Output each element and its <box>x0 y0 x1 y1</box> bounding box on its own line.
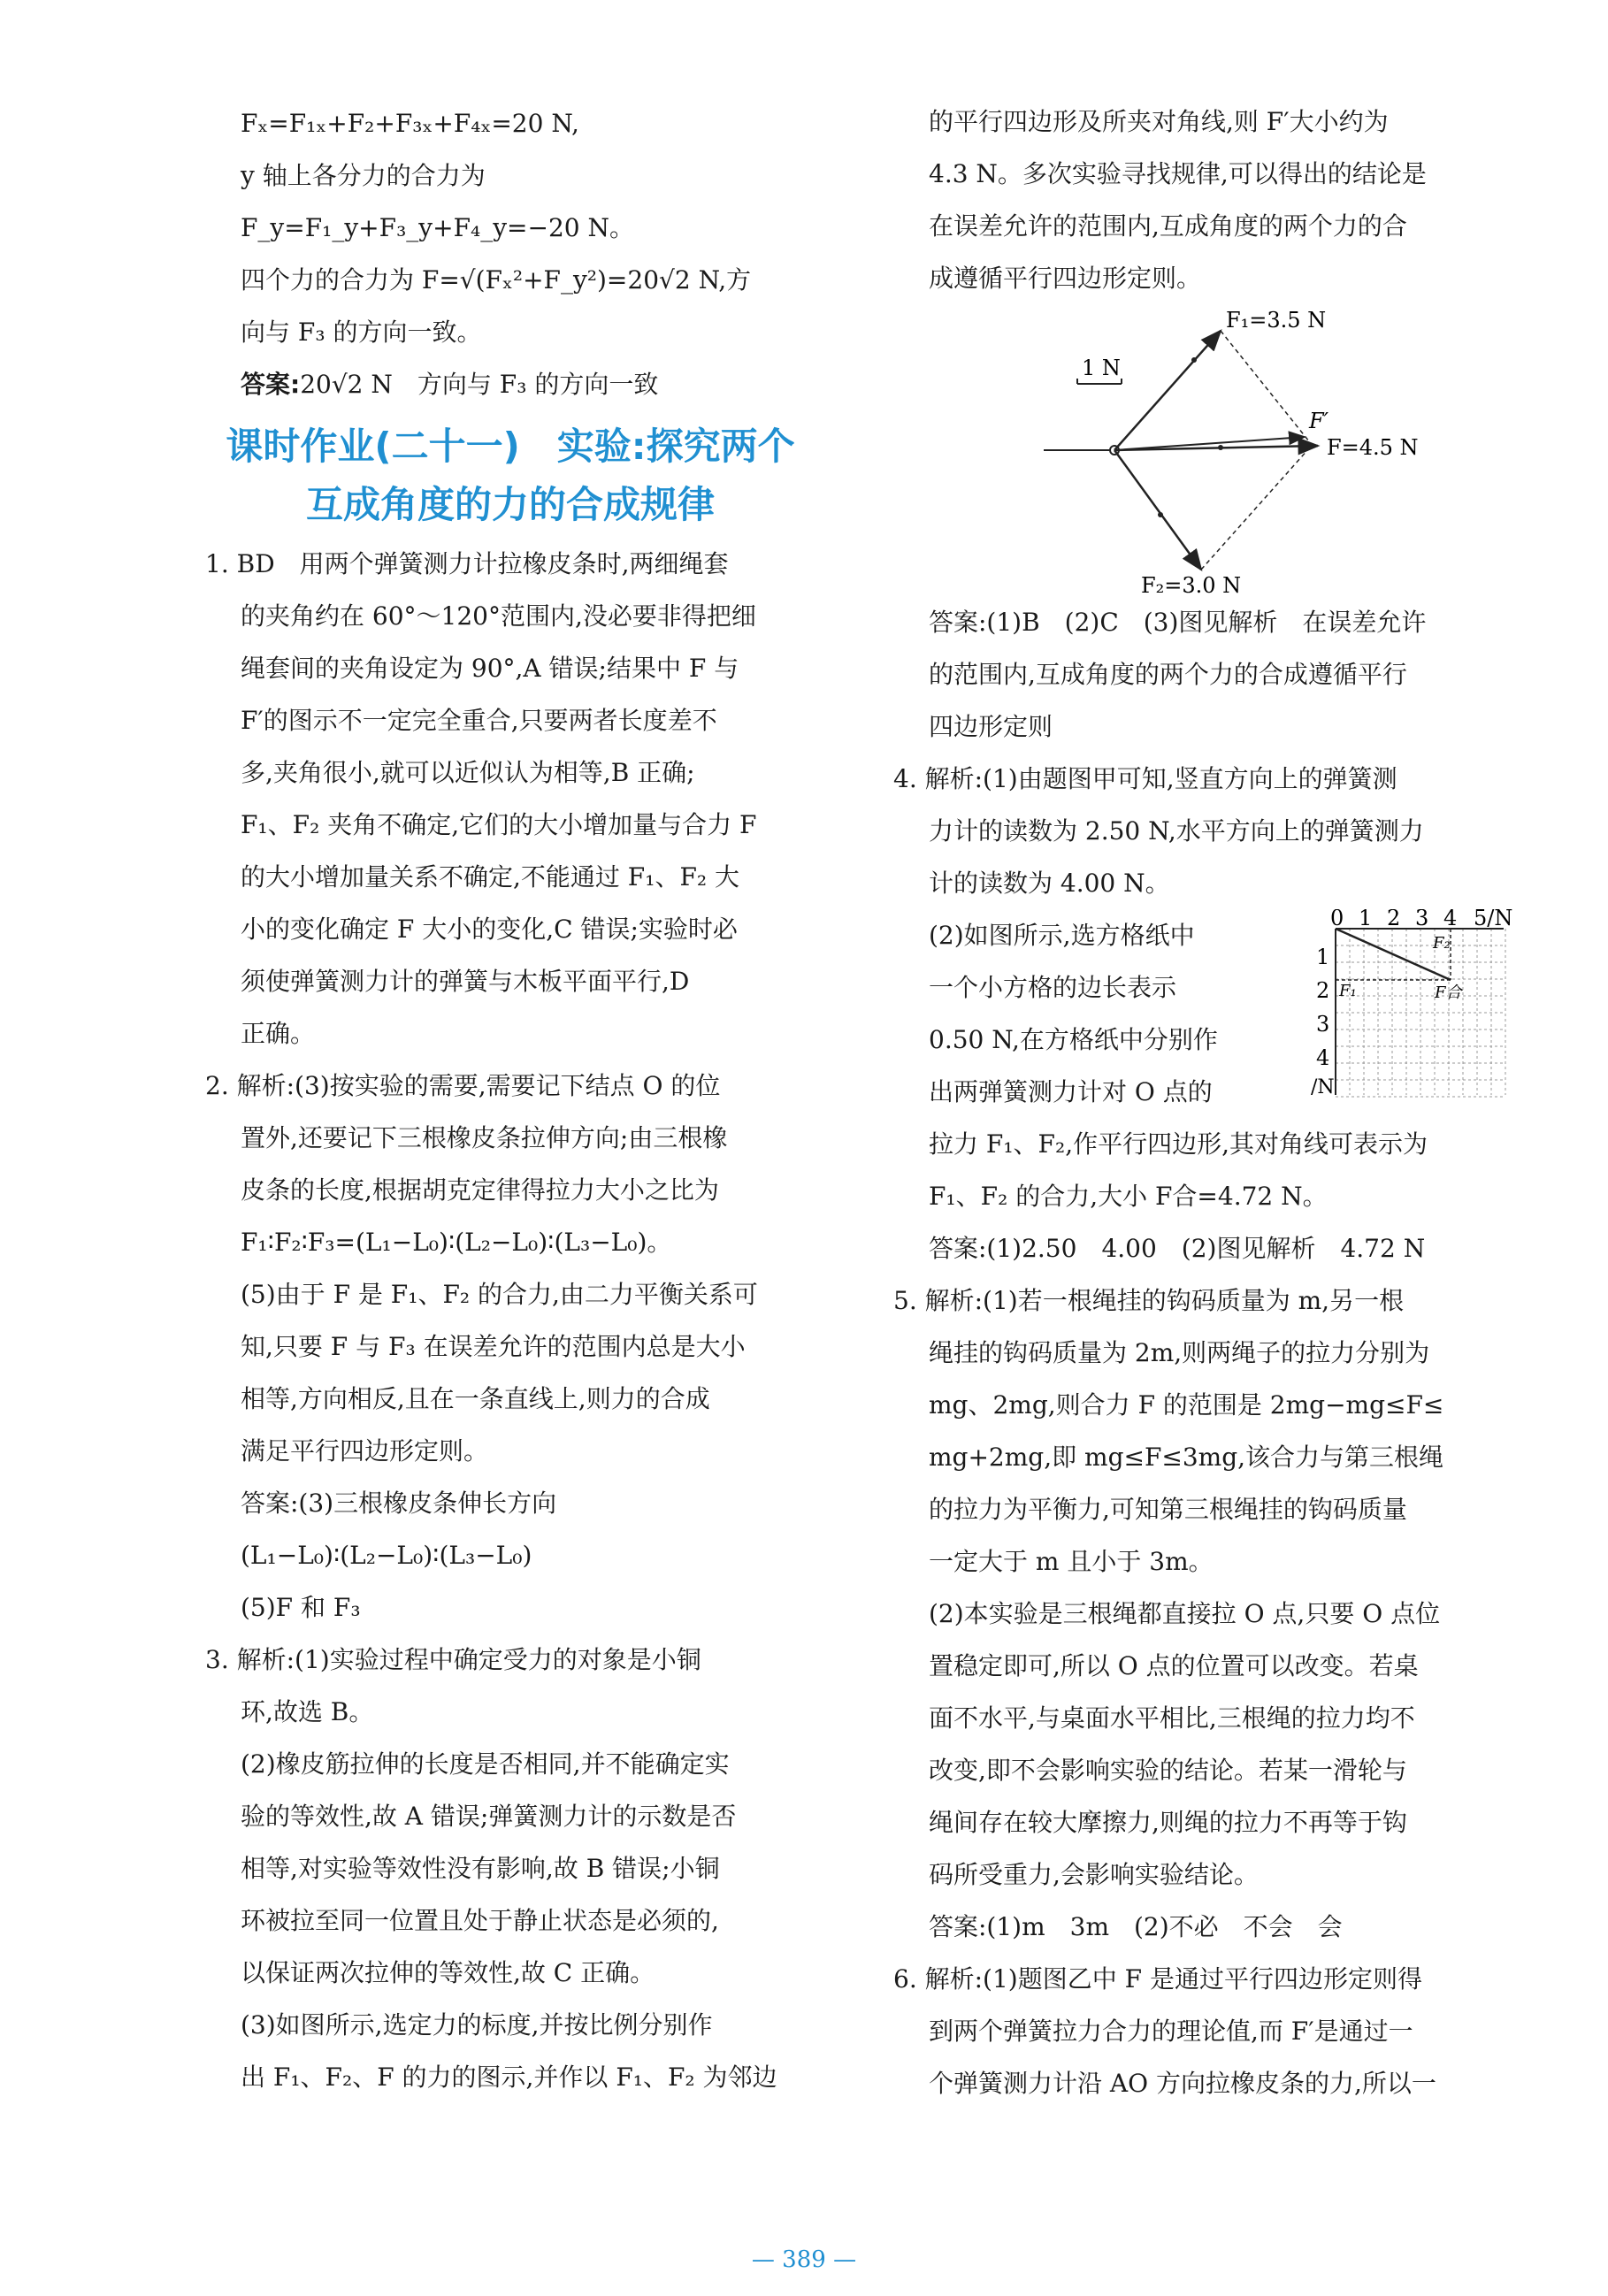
x-tick: 1 <box>1359 909 1373 930</box>
label-f1: F₁ <box>1339 982 1357 1000</box>
text-line: F′的图示不一定完全重合,只要两者长度差不 <box>241 706 717 735</box>
text-line: 0.50 N,在方格纸中分别作 <box>929 1025 1218 1054</box>
grid-figure <box>1300 909 1548 1121</box>
text-line: 绳挂的钩码质量为 2m,则两绳子的拉力分别为 <box>929 1338 1430 1367</box>
answer-line: 的范围内,互成角度的两个力的合成遵循平行 <box>929 660 1407 689</box>
x-tick: 4 <box>1443 909 1458 930</box>
question-1 <box>205 538 815 1060</box>
text-line: 在误差允许的范围内,互成角度的两个力的合 <box>929 211 1407 241</box>
answer-label: 答案: <box>241 370 301 399</box>
text-line: 皮条的长度,根据胡克定律得拉力大小之比为 <box>241 1175 719 1205</box>
text-line: F_y=F₁_y+F₃_y+F₄_y=−20 N。 <box>241 213 634 242</box>
text-line: 2. 解析:(3)按实验的需要,需要记下结点 O 的位 <box>205 1071 721 1100</box>
question-3 <box>205 1634 815 2103</box>
text-line: F₁、F₂ 的合力,大小 F合=4.72 N。 <box>929 1182 1328 1211</box>
text-line: 环被拉至同一位置且处于静止状态是必须的, <box>241 1906 719 1935</box>
text-line: 4.3 N。多次实验寻找规律,可以得出的结论是 <box>929 159 1427 188</box>
text-line: 环,故选 B。 <box>241 1697 374 1726</box>
text-line: 一个小方格的边长表示 <box>929 973 1177 1002</box>
scale-label: 1 N <box>1082 356 1121 380</box>
x-tick: 0 <box>1330 909 1344 930</box>
answer-line: 四边形定则 <box>929 712 1053 741</box>
x-tick: 3 <box>1415 909 1429 930</box>
label-f2: F₂ <box>1433 934 1451 953</box>
text-line: 验的等效性,故 A 错误;弹簧测力计的示数是否 <box>241 1802 737 1831</box>
text-line: 满足平行四边形定则。 <box>241 1436 489 1466</box>
force-diagram <box>929 304 1539 596</box>
text-line: 以保证两次拉伸的等效性,故 C 正确。 <box>241 1958 655 1987</box>
text-line: 的拉力为平衡力,可知第三根绳挂的钩码质量 <box>929 1495 1407 1524</box>
answer-line: 答案:(1)2.50 4.00 (2)图见解析 4.72 N <box>929 1234 1426 1263</box>
text-line: 置稳定即可,所以 O 点的位置可以改变。若桌 <box>929 1651 1419 1680</box>
answer-line: 答案:(1)B (2)C (3)图见解析 在误差允许 <box>929 608 1427 637</box>
text-line: 绳套间的夹角设定为 90°,A 错误;结果中 F 与 <box>241 654 739 683</box>
arrow-f1 <box>1114 331 1221 450</box>
left-column <box>205 97 815 2103</box>
text-line: 向与 F₃ 的方向一致。 <box>241 318 482 347</box>
label-f2: F₂=3.0 N <box>1141 573 1242 596</box>
page-number: — 389 — <box>751 2246 857 2273</box>
text-line: 4. 解析:(1)由题图甲可知,竖直方向上的弹簧测 <box>893 764 1397 793</box>
y-tick: 3 <box>1316 1012 1330 1037</box>
text-line: 力计的读数为 2.50 N,水平方向上的弹簧测力 <box>929 816 1424 846</box>
text-line: 绳间存在较大摩擦力,则绳的拉力不再等于钩 <box>929 1808 1407 1837</box>
x-tick: 2 <box>1387 909 1401 930</box>
text-line: 一定大于 m 且小于 3m。 <box>929 1547 1214 1576</box>
text-line: (5)F 和 F₃ <box>241 1593 361 1622</box>
text-line: 相等,方向相反,且在一条直线上,则力的合成 <box>241 1384 710 1413</box>
label-f1: F₁=3.5 N <box>1226 308 1327 333</box>
label-f-prime: F′ <box>1309 409 1329 433</box>
text-line: Fₓ=F₁ₓ+F₂+F₃ₓ+F₄ₓ=20 N, <box>241 109 579 138</box>
text-line: 码所受重力,会影响实验结论。 <box>929 1860 1259 1889</box>
question-2 <box>205 1060 815 1634</box>
text-line: (L₁−L₀)∶(L₂−L₀)∶(L₃−L₀) <box>241 1541 532 1570</box>
text-line: (3)如图所示,选定力的标度,并按比例分别作 <box>241 2010 713 2040</box>
y-tick: 1 <box>1316 945 1330 969</box>
right-column <box>893 96 1539 2109</box>
text-line: 置外,还要记下三根橡皮条拉伸方向;由三根橡 <box>241 1123 728 1152</box>
y-tick: 4 <box>1316 1045 1330 1070</box>
text-line: 个弹簧测力计沿 AO 方向拉橡皮条的力,所以一 <box>929 2069 1436 2098</box>
text-line: 3. 解析:(1)实验过程中确定受力的对象是小铜 <box>205 1645 701 1674</box>
section-title-line2: 互成角度的力的合成规律 <box>305 483 715 526</box>
text-line: 计的读数为 4.00 N。 <box>929 869 1170 898</box>
label-f: F=4.5 N <box>1327 435 1419 460</box>
text-line: 出 F₁、F₂、F 的力的图示,并作以 F₁、F₂ 为邻边 <box>241 2063 777 2092</box>
text-line: 正确。 <box>241 1019 316 1048</box>
answer-line: 答案:(1)m 3m (2)不必 不会 会 <box>929 1912 1343 1941</box>
text-line: mg+2mg,即 mg≤F≤3mg,该合力与第三根绳 <box>929 1443 1444 1472</box>
text-line: 拉力 F₁、F₂,作平行四边形,其对角线可表示为 <box>929 1129 1428 1159</box>
text-line: y 轴上各分力的合力为 <box>241 161 486 190</box>
text-line: (2)橡皮筋拉伸的长度是否相同,并不能确定实 <box>241 1749 730 1779</box>
section-title-line1: 课时作业(二十一) 实验:探究两个 <box>226 425 795 468</box>
text-line: (2)本实验是三根绳都直接拉 O 点,只要 O 点位 <box>929 1599 1441 1628</box>
text-line: 面不水平,与桌面水平相比,三根绳的拉力均不 <box>929 1703 1415 1733</box>
label-fhe: F合 <box>1435 983 1462 1002</box>
text-line: mg、2mg,则合力 F 的范围是 2mg−mg≤F≤ <box>929 1390 1444 1420</box>
text-line: 的夹角约在 60°～120°范围内,没必要非得把细 <box>241 601 756 631</box>
text-line: 答案:(3)三根橡皮条伸长方向 <box>241 1489 557 1518</box>
text-line: 须使弹簧测力计的弹簧与木板平面平行,D <box>241 967 690 996</box>
text-line: 5. 解析:(1)若一根绳挂的钩码质量为 m,另一根 <box>893 1286 1405 1315</box>
text-line: 成遵循平行四边形定则。 <box>929 264 1202 293</box>
text-line: 四个力的合力为 F=√(Fₓ²+F_y²)=20√2 N,方 <box>241 265 752 295</box>
y-unit: /N <box>1311 1076 1335 1098</box>
dashed-edge <box>1201 448 1309 570</box>
text-line: 出两弹簧测力计对 O 点的 <box>929 1077 1213 1106</box>
text-line: 改变,即不会影响实验的结论。若某一滑轮与 <box>929 1756 1407 1785</box>
force-diagram-svg <box>929 304 1539 596</box>
text-line: 到两个弹簧拉力合力的理论值,而 F′是通过一 <box>929 2017 1413 2046</box>
text-line: 多,夹角很小,就可以近似认为相等,B 正确; <box>241 758 695 787</box>
text-line: F₁、F₂ 夹角不确定,它们的大小增加量与合力 F <box>241 810 757 839</box>
text-line: (5)由于 F 是 F₁、F₂ 的合力,由二力平衡关系可 <box>241 1280 758 1309</box>
grid-figure-block <box>929 909 1539 1118</box>
dashed-edge <box>1221 331 1309 441</box>
text-line: 相等,对实验等效性没有影响,故 B 错误;小铜 <box>241 1854 720 1883</box>
answer-text: 20√2 N 方向与 F₃ 的方向一致 <box>300 370 659 399</box>
y-tick: 2 <box>1316 978 1330 1003</box>
text-line: 的平行四边形及所夹对角线,则 F′大小约为 <box>929 107 1389 136</box>
text-line: F₁∶F₂∶F₃=(L₁−L₀)∶(L₂−L₀)∶(L₃−L₀)。 <box>241 1228 672 1257</box>
text-line: 6. 解析:(1)题图乙中 F 是通过平行四边形定则得 <box>893 1964 1422 1994</box>
answer-line <box>205 358 815 410</box>
text-line: 1. BD 用两个弹簧测力计拉橡皮条时,两细绳套 <box>205 549 729 578</box>
text-line: 知,只要 F 与 F₃ 在误差允许的范围内总是大小 <box>241 1332 746 1361</box>
arrow-f2 <box>1114 450 1201 570</box>
text-line: 小的变化确定 F 大小的变化,C 错误;实验时必 <box>241 915 738 944</box>
text-line: (2)如图所示,选方格纸中 <box>929 921 1195 950</box>
text-line: 的大小增加量关系不确定,不能通过 F₁、F₂ 大 <box>241 862 740 892</box>
x-tick: 5/N <box>1474 909 1513 930</box>
